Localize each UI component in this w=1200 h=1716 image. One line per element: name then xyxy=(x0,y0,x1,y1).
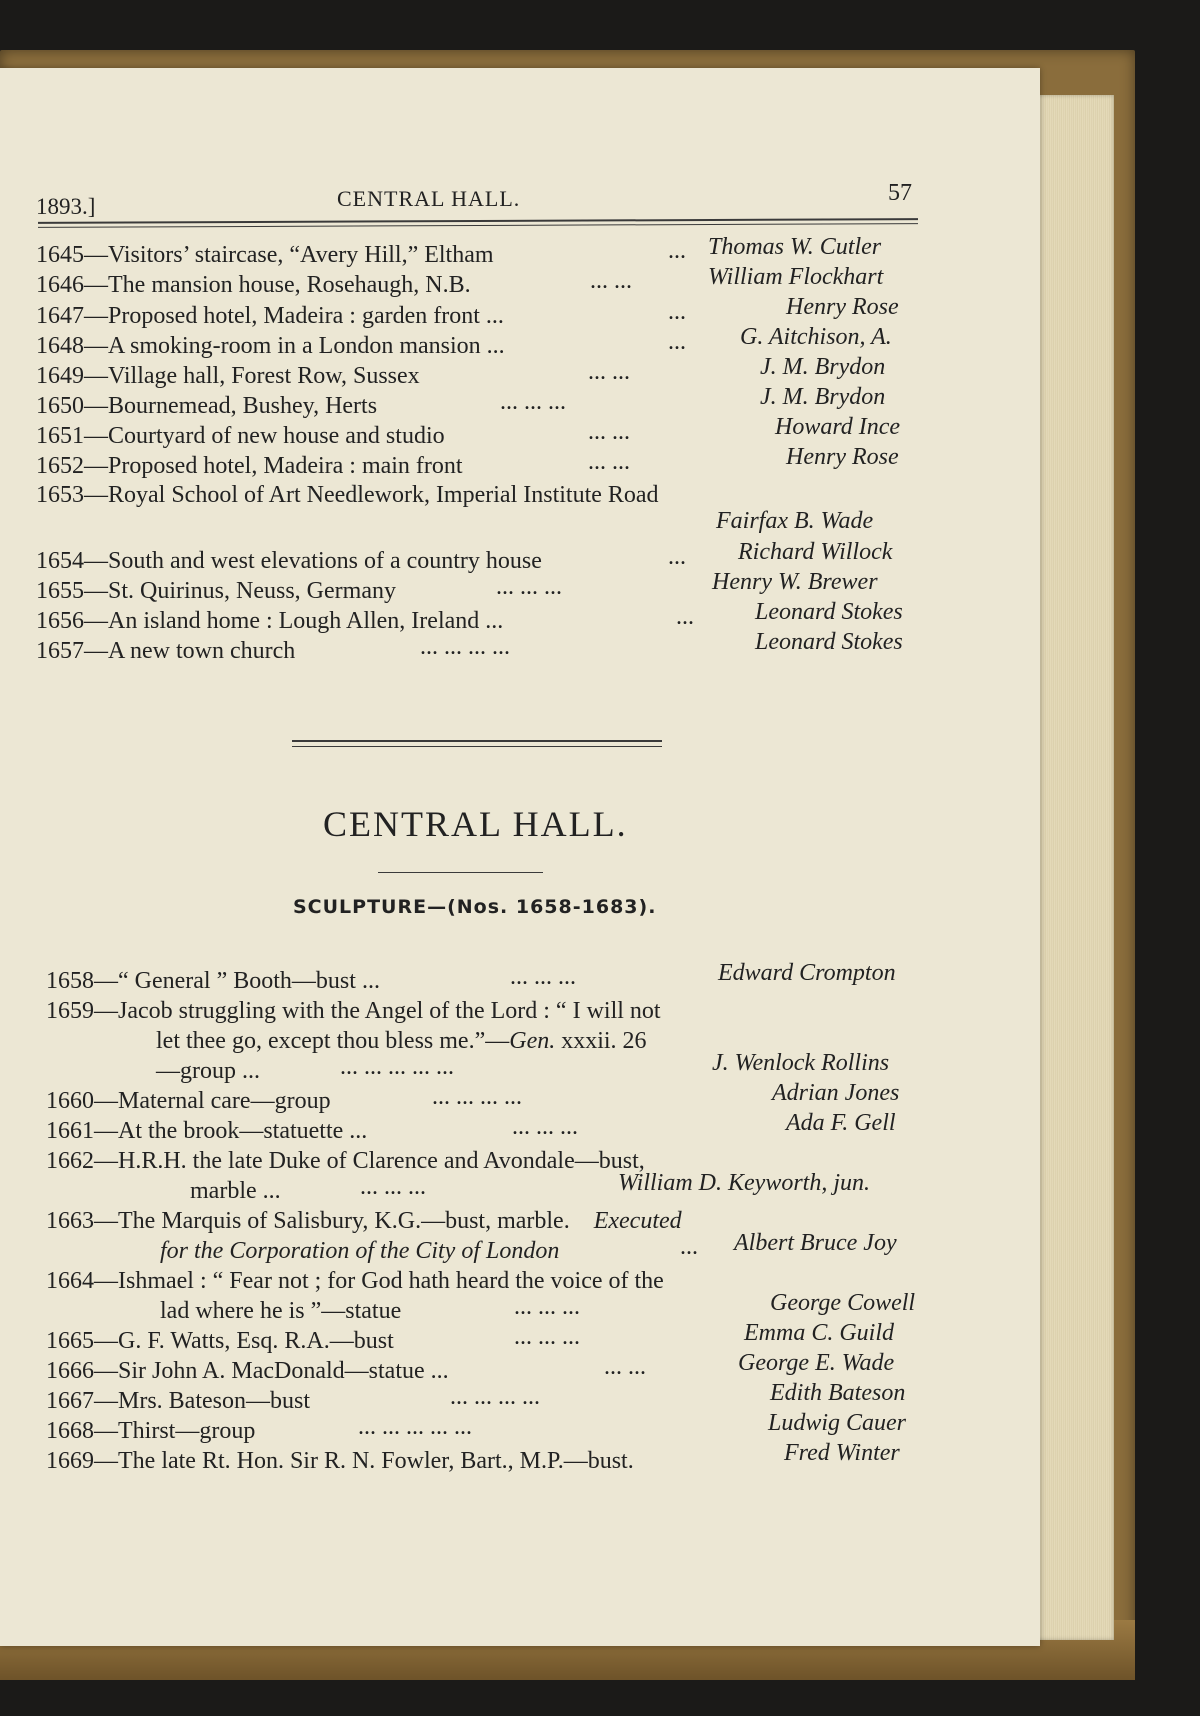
entry-dots: ... ... ... xyxy=(500,389,566,415)
entry-text: 1667—Mrs. Bateson—bust xyxy=(46,1388,310,1414)
entry-text-part: 1663—The Marquis of Salisbury, K.G.—bust, marble. xyxy=(46,1208,570,1234)
entry-note: Executed xyxy=(593,1208,682,1234)
entry-text-continued: —group ... xyxy=(156,1058,260,1084)
entry-artist: Ludwig Cauer xyxy=(768,1410,907,1436)
entry-dots: ... ... ... ... xyxy=(432,1084,522,1110)
entry-artist: Albert Bruce Joy xyxy=(734,1230,897,1256)
entry-artist: Emma C. Guild xyxy=(744,1320,894,1346)
section-divider-thin xyxy=(292,746,662,747)
entry-artist: J. M. Brydon xyxy=(760,354,886,380)
entry-artist: J. Wenlock Rollins xyxy=(712,1050,890,1076)
entry-text: 1657—A new town church xyxy=(36,638,296,664)
entry-text xyxy=(46,1206,682,1236)
entry-text: 1656—An island home : Lough Allen, Ireland ... xyxy=(36,608,504,634)
entry-dots: ... ... xyxy=(588,449,630,475)
entry-artist: Edward Crompton xyxy=(718,960,896,986)
entry-text: 1647—Proposed hotel, Madeira : garden front ... xyxy=(36,303,504,329)
entry-artist: George E. Wade xyxy=(738,1350,895,1376)
entry-artist: Leonard Stokes xyxy=(755,599,903,625)
entry-artist: Howard Ince xyxy=(775,414,901,440)
entry-artist: Henry W. Brewer xyxy=(712,569,878,595)
entry-text: 1651—Courtyard of new house and studio xyxy=(36,423,445,449)
entry-text: 1662—H.R.H. the late Duke of Clarence and Avondale—bust, xyxy=(46,1148,645,1174)
entry-artist: William D. Keyworth, jun. xyxy=(618,1170,870,1196)
entry-text: 1661—At the brook—statuette ... xyxy=(46,1118,368,1144)
entry-dots: ... ... ... ... ... xyxy=(358,1414,472,1440)
entry-text: 1646—The mansion house, Rosehaugh, N.B. xyxy=(36,272,471,298)
entry-dots: ... ... ... xyxy=(510,964,576,990)
section-title: CENTRAL HALL. xyxy=(323,804,628,844)
entry-artist: Leonard Stokes xyxy=(755,629,903,655)
entry-text: 1650—Bournemead, Bushey, Herts xyxy=(36,393,378,419)
entry-text: 1654—South and west elevations of a country house xyxy=(36,548,542,574)
entry-dots: ... xyxy=(668,329,686,355)
entry-artist: Henry Rose xyxy=(786,294,899,320)
entry-text-part: let thee go, except thou bless me.”— xyxy=(156,1028,510,1054)
section-subtitle: SCULPTURE—(Nos. 1658-1683). xyxy=(293,896,657,918)
entry-text: 1660—Maternal care—group xyxy=(46,1088,331,1114)
entry-dots: ... ... xyxy=(588,359,630,385)
entry-artist: G. Aitchison, A. xyxy=(740,324,892,350)
entry-dots: ... ... xyxy=(590,268,632,294)
entry-text: 1665—G. F. Watts, Esq. R.A.—bust xyxy=(46,1328,394,1354)
entry-artist: Thomas W. Cutler xyxy=(708,234,882,260)
entry-artist: George Cowell xyxy=(770,1290,916,1316)
entry-artist: Fred Winter xyxy=(784,1440,900,1466)
title-rule xyxy=(378,872,543,873)
entry-dots: ... ... xyxy=(604,1354,646,1380)
scripture-ref: Gen. xyxy=(509,1028,556,1054)
entry-text: 1655—St. Quirinus, Neuss, Germany xyxy=(36,578,396,604)
page-number: 57 xyxy=(888,180,912,206)
entry-dots: ... xyxy=(680,1234,698,1260)
entry-dots: ... ... ... ... xyxy=(420,634,510,660)
entry-text-part: xxxii. 26 xyxy=(555,1028,647,1054)
entry-artist: Ada F. Gell xyxy=(786,1110,896,1136)
page-edges xyxy=(1028,95,1114,1640)
entry-text-continued: lad where he is ”—statue xyxy=(160,1298,402,1324)
entry-artist: William Flockhart xyxy=(708,264,884,290)
entry-artist: Edith Bateson xyxy=(770,1380,906,1406)
entry-text: 1653—Royal School of Art Needlework, Imperial Institute Road xyxy=(36,482,659,508)
entry-text: 1669—The late Rt. Hon. Sir R. N. Fowler, Bart., M.P.—bust. xyxy=(46,1448,634,1474)
entry-dots: ... ... ... xyxy=(514,1294,580,1320)
book-page xyxy=(0,68,1040,1646)
entry-dots: ... ... xyxy=(588,419,630,445)
entry-text: 1652—Proposed hotel, Madeira : main front xyxy=(36,453,463,479)
entry-dots: ... xyxy=(668,544,686,570)
entry-text: 1648—A smoking-room in a London mansion ... xyxy=(36,333,505,359)
entry-artist: Adrian Jones xyxy=(772,1080,900,1106)
entry-text: 1649—Village hall, Forest Row, Sussex xyxy=(36,363,420,389)
entry-text-continued: marble ... xyxy=(190,1178,281,1204)
entry-text: 1668—Thirst—group xyxy=(46,1418,256,1444)
header-rule-thin xyxy=(38,223,918,228)
entry-dots: ... ... ... xyxy=(496,574,562,600)
entry-dots: ... xyxy=(676,604,694,630)
header-title: CENTRAL HALL. xyxy=(337,186,521,211)
entry-dots: ... xyxy=(668,238,686,264)
entry-text-continued: for the Corporation of the City of London xyxy=(160,1238,560,1264)
entry-artist: J. M. Brydon xyxy=(760,384,886,410)
entry-text: 1664—Ishmael : “ Fear not ; for God hath heard the voice of the xyxy=(46,1268,664,1294)
entry-text: 1659—Jacob struggling with the Angel of the Lord : “ I will not xyxy=(46,998,661,1024)
entry-dots: ... ... ... xyxy=(514,1324,580,1350)
entry-dots: ... xyxy=(668,299,686,325)
entry-text: 1666—Sir John A. MacDonald—statue ... xyxy=(46,1358,449,1384)
entry-artist: Fairfax B. Wade xyxy=(716,508,874,534)
entry-dots: ... ... ... ... ... xyxy=(340,1054,454,1080)
entry-dots: ... ... ... ... xyxy=(450,1384,540,1410)
section-divider xyxy=(292,740,662,742)
entry-text: 1645—Visitors’ staircase, “Avery Hill,” Eltham xyxy=(36,242,494,268)
entry-artist: Richard Willock xyxy=(738,539,893,565)
entry-artist: Henry Rose xyxy=(786,444,899,470)
entry-text: 1658—“ General ” Booth—bust ... xyxy=(46,968,380,994)
entry-dots: ... ... ... xyxy=(512,1114,578,1140)
header-year: 1893.] xyxy=(36,194,96,219)
entry-dots: ... ... ... xyxy=(360,1174,426,1200)
